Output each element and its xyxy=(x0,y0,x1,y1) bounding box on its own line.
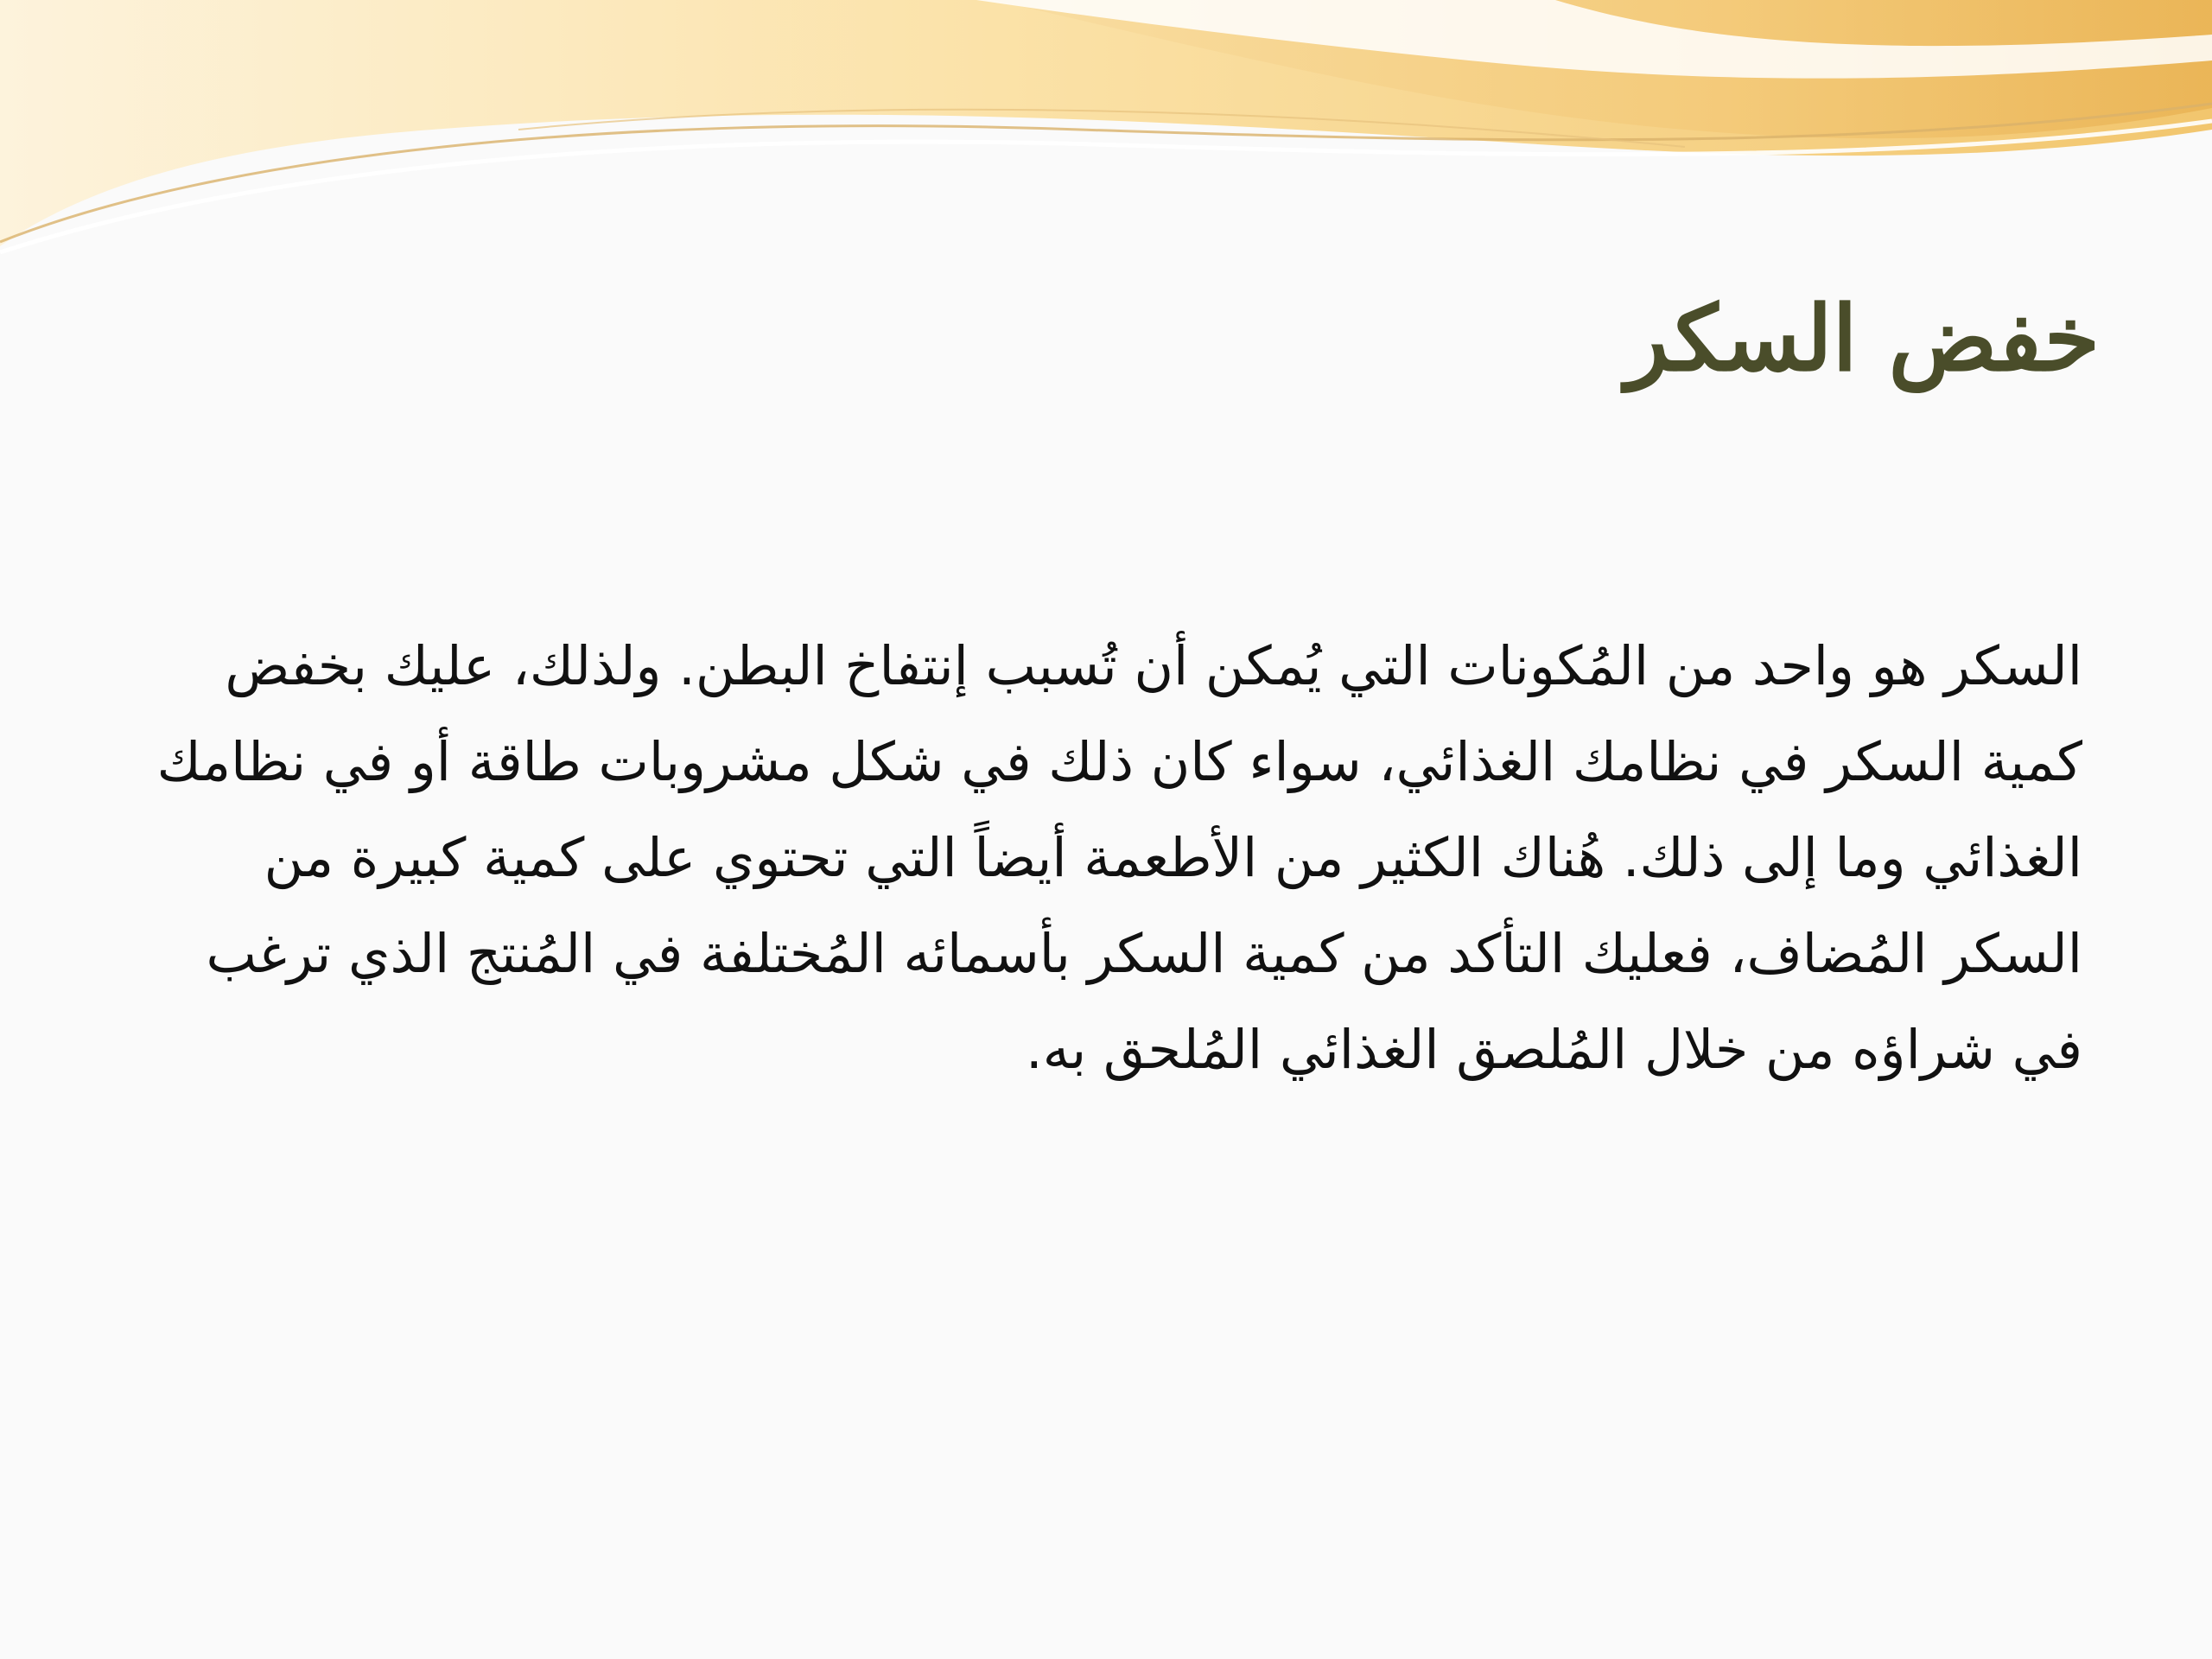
top-wave-decoration xyxy=(0,0,2212,276)
slide-body-text: السكر هو واحد من المُكونات التي يُمكن أن تُسبب إنتفاخ البطن. ولذلك، عليك بخفض كمية السكر في نظامك الغذائي، سواء كان ذلك في شكل مشروبات طاقة أو في نظامك الغذائي وما إلى ذلك. هُناك الكثير من الأطعمة أيضاً التي تحتوي على كمية كبيرة من السكر المُضاف، فعليك التأكد من كمية السكر بأسمائه المُختلفة في المُنتج الذي ترغب في شراؤه من خلال المُلصق الغذائي المُلحق به. xyxy=(156,634,2082,1081)
slide-title: خفض السكر xyxy=(1625,285,2100,391)
